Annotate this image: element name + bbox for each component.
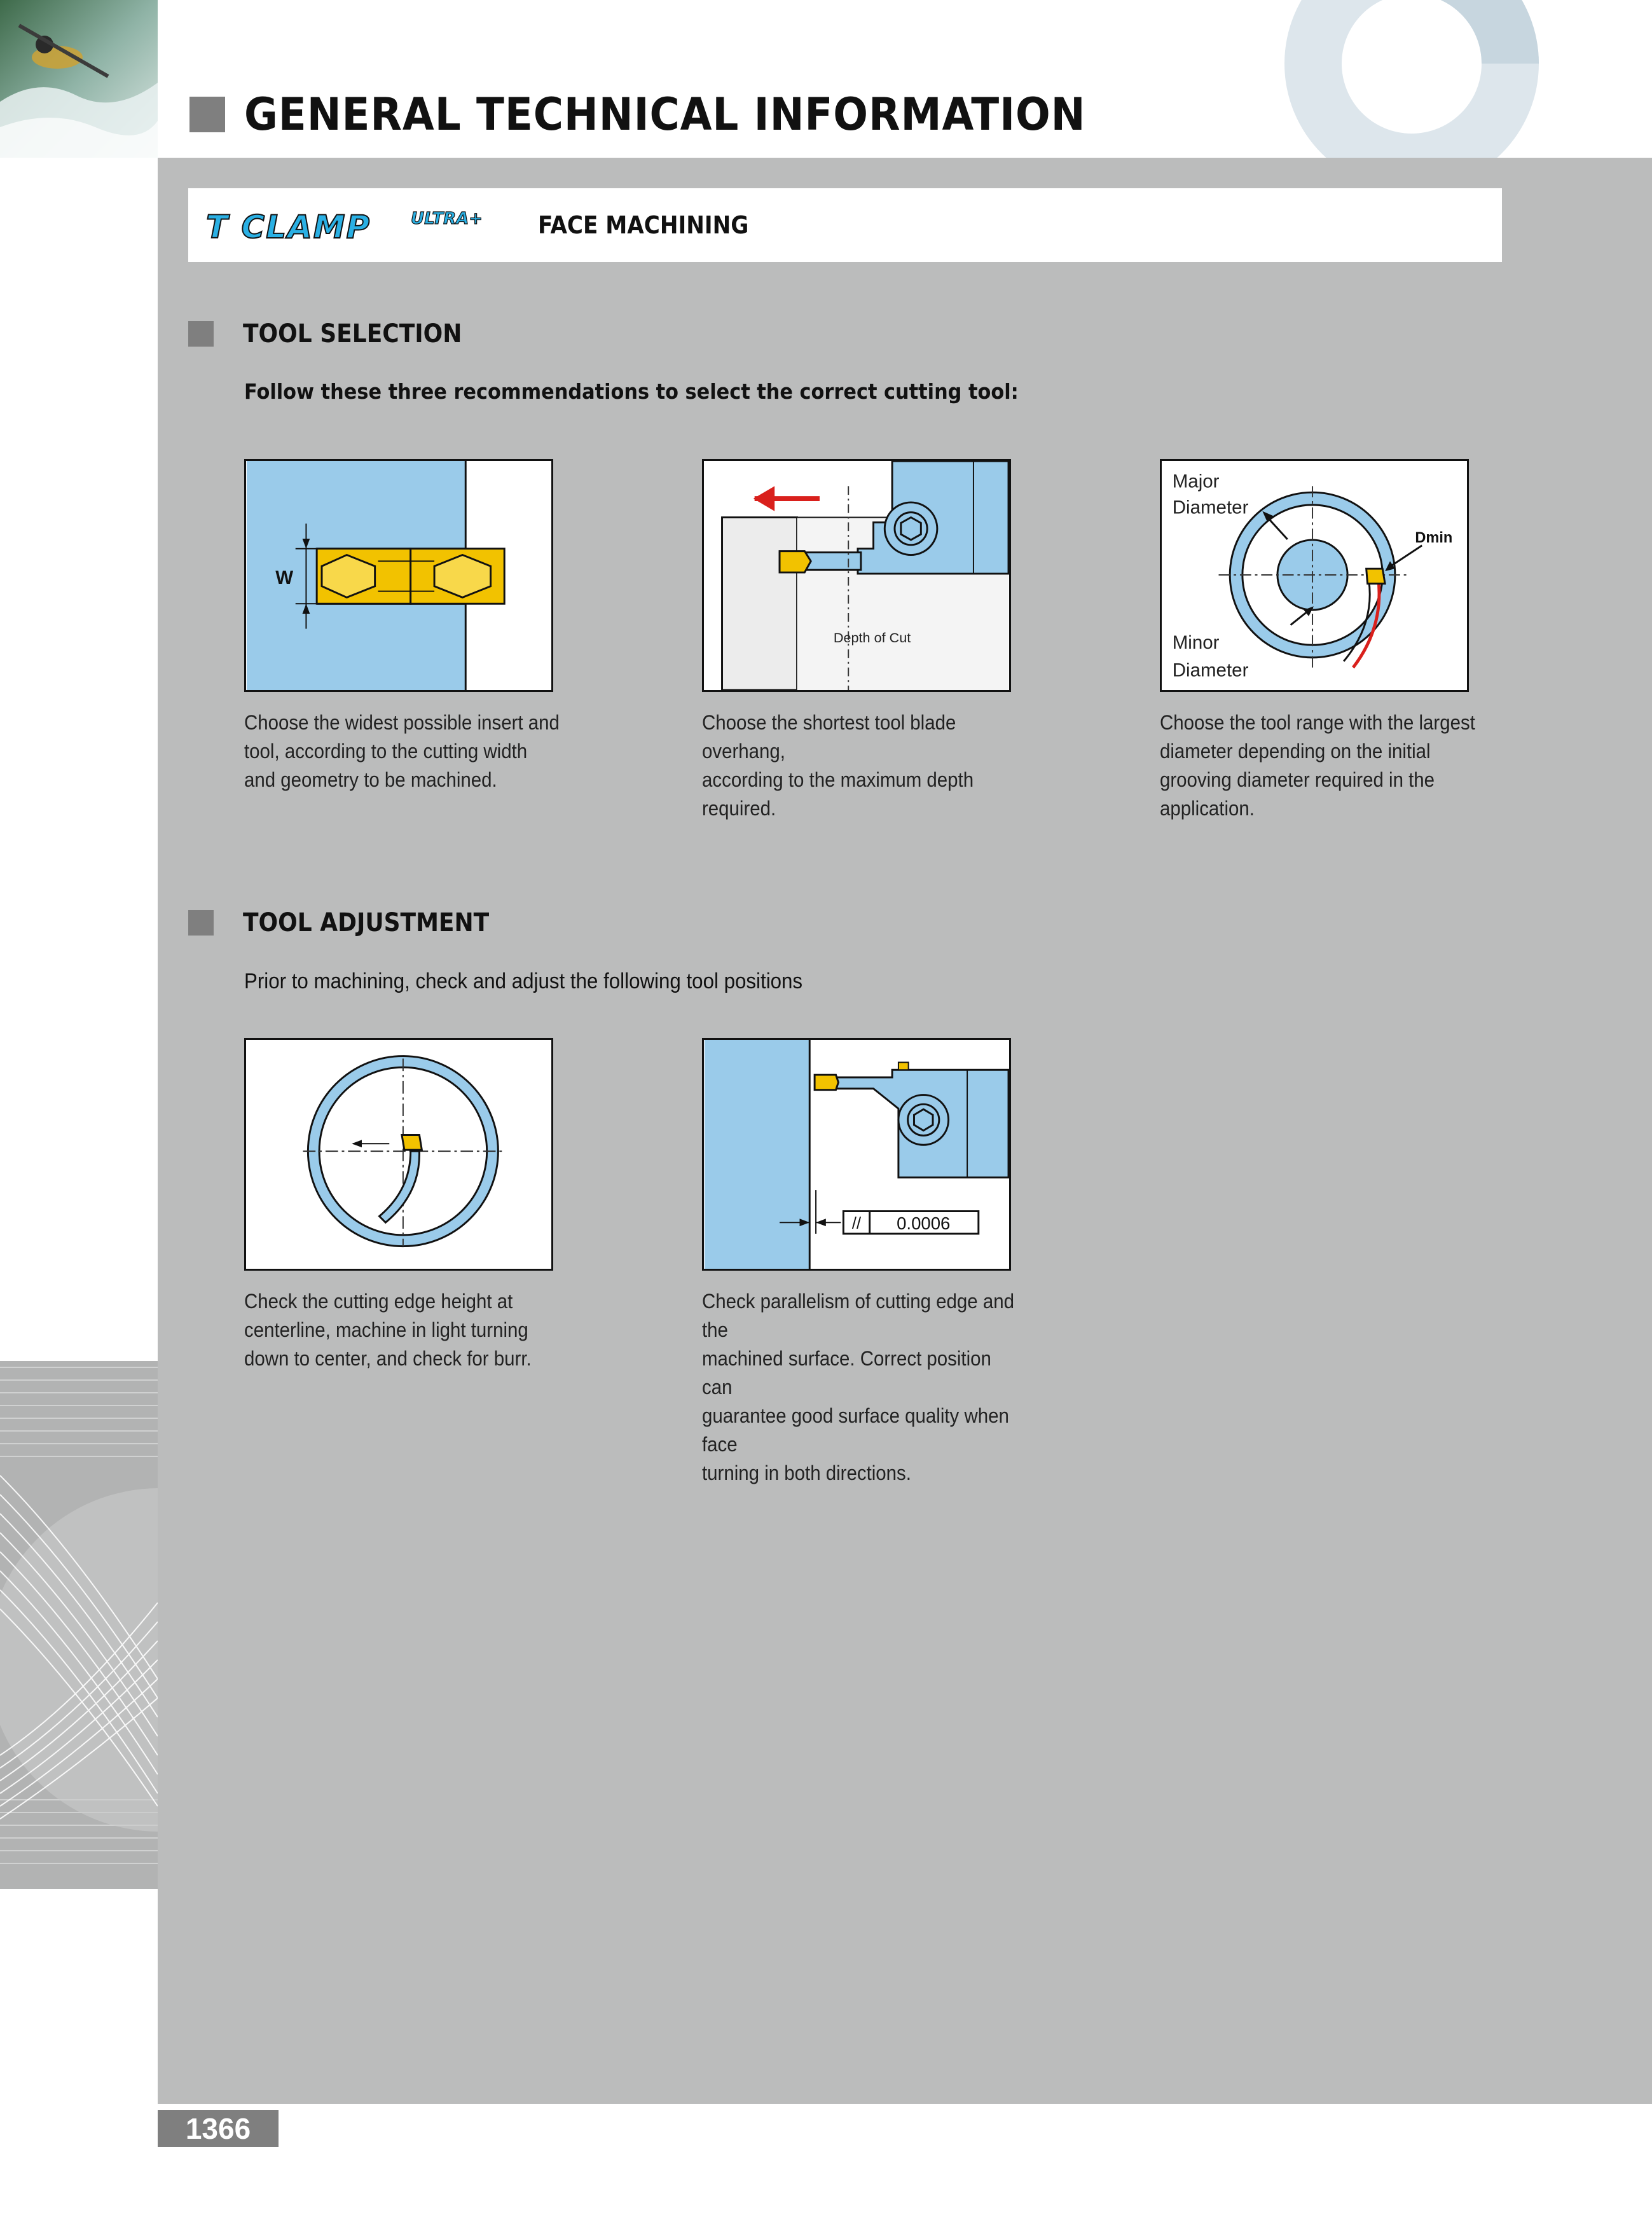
figure-centerline-height [244, 1038, 553, 1271]
tool-adjustment-heading [188, 907, 516, 939]
figure-depth-of-cut [702, 459, 1011, 692]
caption-diameter-range: Choose the tool range with the largest diameter depending on the initial grooving diameter required in the application. [1160, 711, 1475, 820]
logo-super-text: ULTRA+ [411, 209, 483, 228]
tool-adjustment-intro: Prior to machining, check and adjust the following tool positions [244, 969, 803, 993]
figure-parallelism [702, 1038, 1011, 1271]
decorative-wave-band [0, 1361, 158, 1889]
page-header [189, 89, 1159, 140]
major-diameter-label-line1: Major [1172, 471, 1220, 492]
width-label: W [275, 567, 294, 588]
tool-selection-heading [188, 318, 486, 350]
figure-insert-width [244, 459, 553, 692]
toclamp-ultra-logo [206, 206, 537, 244]
brand-section-title: FACE MACHINING [538, 211, 749, 239]
section-title: TOOL SELECTION [243, 319, 462, 349]
caption-parallelism: Check parallelism of cutting edge and the machined surface. Correct position can guarantee good surface quality when face turning in both directions. [702, 1290, 1014, 1484]
minor-diameter-label-line2: Diameter [1172, 660, 1249, 681]
caption-insert-width: Choose the widest possible insert and tool, according to the cutting width and geometry to be machined. [244, 711, 560, 791]
brand-bar [188, 188, 1502, 262]
gray-square-bullet-icon [188, 910, 214, 936]
gray-square-bullet-icon [188, 321, 214, 347]
figure-diameter-range [1160, 459, 1469, 692]
parallelism-symbol: // [851, 1215, 862, 1233]
depth-of-cut-label: Depth of Cut [833, 630, 911, 646]
dmin-label: Dmin [1415, 529, 1453, 546]
caption-depth-of-cut: Choose the shortest tool blade overhang, according to the maximum depth required. [702, 711, 974, 820]
section-title: TOOL ADJUSTMENT [243, 908, 490, 937]
tool-selection-intro: Follow these three recommendations to select the correct cutting tool: [244, 379, 1019, 404]
logo-main-text: T CLAMP [206, 209, 371, 244]
caption-centerline-height: Check the cutting edge height at centerline, machine in light turning down to center, and check for burr. [244, 1290, 532, 1370]
minor-diameter-label-line1: Minor [1172, 632, 1220, 654]
corner-photo [0, 0, 158, 158]
gray-square-bullet-icon [189, 97, 225, 132]
tolerance-value: 0.0006 [897, 1213, 951, 1234]
page-number: 1366 [158, 2110, 279, 2147]
decorative-circle [1278, 0, 1652, 159]
major-diameter-label-line2: Diameter [1172, 497, 1249, 518]
page-title: GENERAL TECHNICAL INFORMATION [244, 88, 1086, 141]
